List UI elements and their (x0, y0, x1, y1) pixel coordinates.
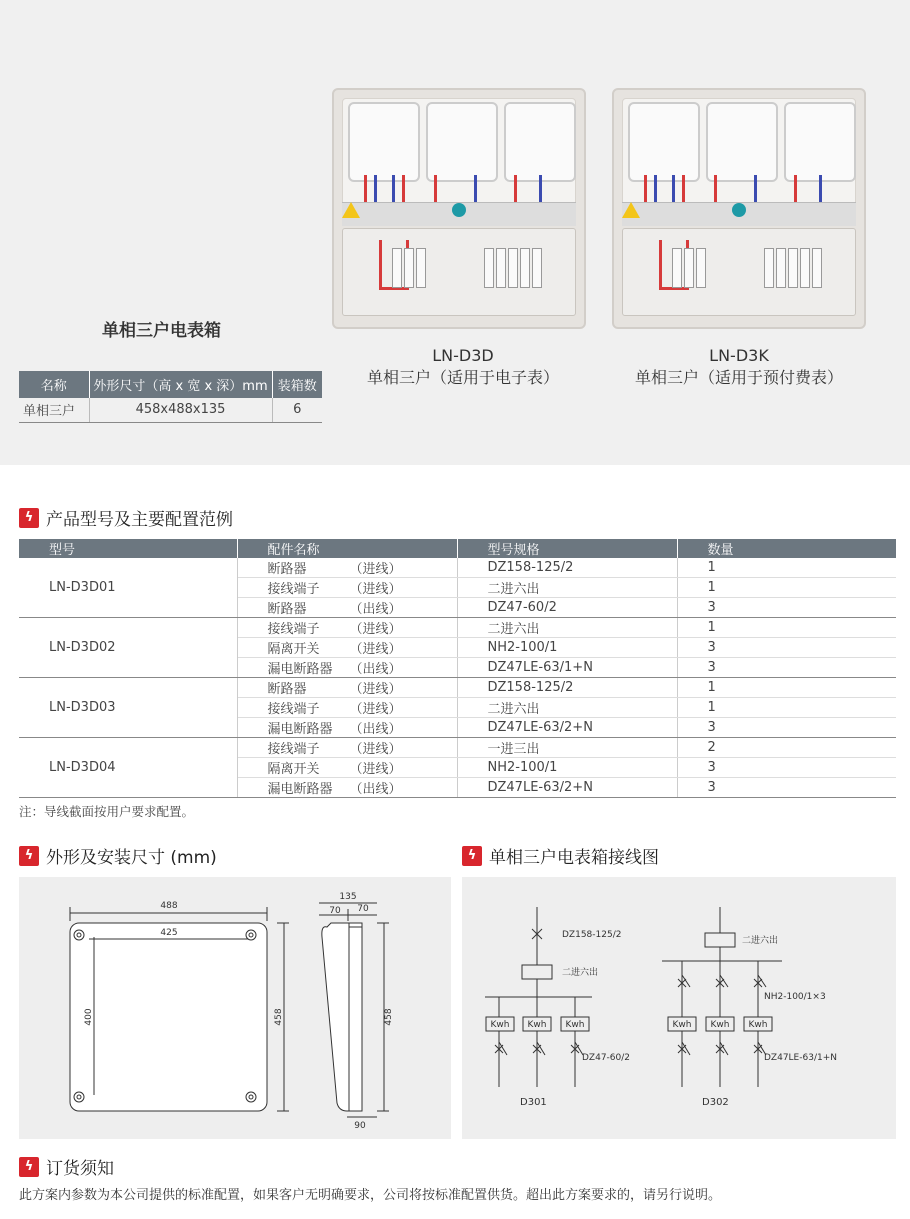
cfg-cell-spec: 一进三出 (457, 738, 677, 758)
cfg-header-spec: 型号规格 (457, 539, 677, 558)
cfg-cell-qty: 3 (677, 638, 896, 658)
dimension-drawing (19, 877, 451, 1139)
cfg-cell-part (237, 598, 457, 618)
dim-depth-right: 70 (357, 904, 369, 914)
dim-width: 488 (160, 901, 178, 911)
part-name: 断路器 (267, 682, 307, 698)
part-name: 隔离开关 (267, 642, 320, 658)
d301-out-label: DZ47-60/2 (582, 1053, 631, 1063)
cfg-cell-model: LN-D3D01 (19, 558, 237, 618)
product-spec-table (19, 371, 322, 423)
cfg-cell-qty: 3 (677, 598, 896, 618)
part-name: 接线端子 (267, 742, 320, 758)
order-section-header (19, 1154, 114, 1179)
table-row (19, 398, 322, 422)
spec-cell-qty: 6 (272, 398, 322, 422)
part-name: 接线端子 (267, 702, 320, 718)
part-name: 断路器 (267, 602, 307, 618)
d301-terminal-label: 二进六出 (562, 968, 599, 978)
config-table (19, 539, 896, 798)
dim-hole-width: 425 (160, 928, 178, 938)
cfg-cell-model: LN-D3D03 (19, 678, 237, 738)
product-caption-ln-d3k (612, 345, 866, 389)
config-title: 产品型号及主要配置范例 (46, 510, 233, 530)
cfg-cell-spec: 二进六出 (457, 698, 677, 718)
part-name: 漏电断路器 (267, 722, 333, 738)
cfg-cell-spec: NH2-100/1 (457, 638, 677, 658)
cfg-cell-part (237, 718, 457, 738)
dim-depth: 135 (339, 892, 357, 902)
part-direction: （进线） (349, 682, 402, 698)
product-photo-ln-d3k (612, 88, 866, 329)
part-direction: （出线） (349, 722, 402, 738)
product-title: 单相三户电表箱 (102, 321, 221, 341)
d302-out-label: DZ47LE-63/1+N (764, 1053, 837, 1063)
order-title: 订货须知 (46, 1159, 114, 1179)
part-direction: （出线） (349, 662, 402, 678)
spec-header-size: 外形尺寸（高 x 宽 x 深）mm (89, 371, 272, 398)
d301-terminal-box (522, 965, 552, 979)
cfg-cell-qty: 3 (677, 658, 896, 678)
cfg-cell-spec: DZ47LE-63/2+N (457, 778, 677, 798)
cfg-cell-qty: 3 (677, 718, 896, 738)
cfg-cell-part (237, 698, 457, 718)
part-direction: （进线） (349, 762, 402, 778)
product-photo-ln-d3d (332, 88, 586, 329)
spec-cell-size: 458x488x135 (89, 398, 272, 422)
cfg-cell-spec: DZ47-60/2 (457, 598, 677, 618)
part-name: 接线端子 (267, 582, 320, 598)
d302-meter-1: Kwh (672, 1020, 692, 1030)
part-name: 接线端子 (267, 622, 320, 638)
d302-label: D302 (702, 1097, 729, 1108)
cfg-cell-qty: 1 (677, 698, 896, 718)
front-view-outline (70, 923, 267, 1111)
cfg-cell-part (237, 758, 457, 778)
cfg-cell-part (237, 578, 457, 598)
cfg-cell-qty: 2 (677, 738, 896, 758)
lightning-icon: ϟ (462, 846, 482, 866)
product-desc: 单相三户（适用于电子表） (366, 368, 559, 387)
config-note: 注：导线截面按用户要求配置。 (19, 804, 195, 819)
dim-side-height: 458 (384, 1008, 394, 1026)
table-row (19, 558, 896, 578)
cfg-cell-part (237, 618, 457, 638)
cfg-cell-spec: DZ158-125/2 (457, 558, 677, 578)
lightning-icon: ϟ (19, 508, 39, 528)
part-direction: （进线） (349, 562, 402, 578)
cfg-cell-spec: DZ47LE-63/1+N (457, 658, 677, 678)
part-name: 隔离开关 (267, 762, 320, 778)
wiring-panel (462, 877, 896, 1139)
wiring-section-header (462, 843, 659, 868)
dim-bottom: 90 (354, 1121, 366, 1131)
config-section-header (19, 505, 233, 530)
product-model: LN-D3K (709, 346, 769, 365)
d302-meter-2: Kwh (710, 1020, 730, 1030)
part-name: 断路器 (267, 562, 307, 578)
side-view-outline (322, 923, 362, 1111)
table-row (19, 738, 896, 758)
d302-terminal-box (705, 933, 735, 947)
cfg-cell-spec: 二进六出 (457, 618, 677, 638)
d301-breaker-label: DZ158-125/2 (562, 930, 622, 940)
order-text: 此方案内参数为本公司提供的标准配置，如果客户无明确要求，公司将按标准配置供货。超出此方案要求的，请另行说明。 (19, 1188, 722, 1203)
cfg-cell-qty: 1 (677, 678, 896, 698)
spec-header-name: 名称 (19, 371, 89, 398)
cfg-cell-model: LN-D3D04 (19, 738, 237, 798)
dimensions-title: 外形及安装尺寸 (mm) (46, 848, 217, 868)
part-direction: （出线） (349, 602, 402, 618)
d301-meter-2: Kwh (527, 1020, 547, 1030)
product-caption-ln-d3d (340, 345, 586, 389)
cfg-cell-part (237, 738, 457, 758)
table-row (19, 618, 896, 638)
cfg-cell-qty: 3 (677, 758, 896, 778)
wiring-diagram (462, 877, 896, 1139)
wiring-title: 单相三户电表箱接线图 (489, 848, 659, 868)
cfg-cell-part (237, 638, 457, 658)
cfg-cell-qty: 1 (677, 558, 896, 578)
cfg-cell-spec: 二进六出 (457, 578, 677, 598)
cfg-header-part: 配件名称 (237, 539, 457, 558)
dimensions-section-header (19, 843, 217, 868)
product-model: LN-D3D (432, 346, 494, 365)
lightning-icon: ϟ (19, 1157, 39, 1177)
cfg-cell-part (237, 778, 457, 798)
part-name: 漏电断路器 (267, 782, 333, 798)
spec-header-qty: 装箱数 (272, 371, 322, 398)
cfg-cell-part (237, 678, 457, 698)
d302-switch-label: NH2-100/1×3 (764, 992, 826, 1002)
product-desc: 单相三户（适用于预付费表） (634, 368, 843, 387)
d301-meter-3: Kwh (565, 1020, 585, 1030)
d302-meter-3: Kwh (748, 1020, 768, 1030)
cfg-cell-qty: 1 (677, 578, 896, 598)
part-name: 漏电断路器 (267, 662, 333, 678)
cfg-header-model: 型号 (19, 539, 237, 558)
part-direction: （进线） (349, 582, 402, 598)
lightning-icon: ϟ (19, 846, 39, 866)
d302-terminal-label: 二进六出 (742, 936, 779, 946)
dim-height: 458 (274, 1008, 284, 1026)
dim-depth-left: 70 (329, 906, 341, 916)
cfg-cell-part (237, 558, 457, 578)
part-direction: （出线） (349, 782, 402, 798)
cfg-cell-qty: 1 (677, 618, 896, 638)
cfg-cell-spec: DZ158-125/2 (457, 678, 677, 698)
cfg-cell-model: LN-D3D02 (19, 618, 237, 678)
d301-meter-1: Kwh (490, 1020, 510, 1030)
part-direction: （进线） (349, 642, 402, 658)
cfg-cell-part (237, 658, 457, 678)
d301-label: D301 (520, 1097, 547, 1108)
cfg-cell-spec: DZ47LE-63/2+N (457, 718, 677, 738)
cfg-cell-qty: 3 (677, 778, 896, 798)
part-direction: （进线） (349, 742, 402, 758)
spec-cell-name: 单相三户 (19, 398, 89, 422)
part-direction: （进线） (349, 702, 402, 718)
dimensions-panel (19, 877, 451, 1139)
cfg-cell-spec: NH2-100/1 (457, 758, 677, 778)
cfg-header-qty: 数量 (677, 539, 896, 558)
table-row (19, 678, 896, 698)
dim-hole-height: 400 (84, 1008, 94, 1026)
part-direction: （进线） (349, 622, 402, 638)
